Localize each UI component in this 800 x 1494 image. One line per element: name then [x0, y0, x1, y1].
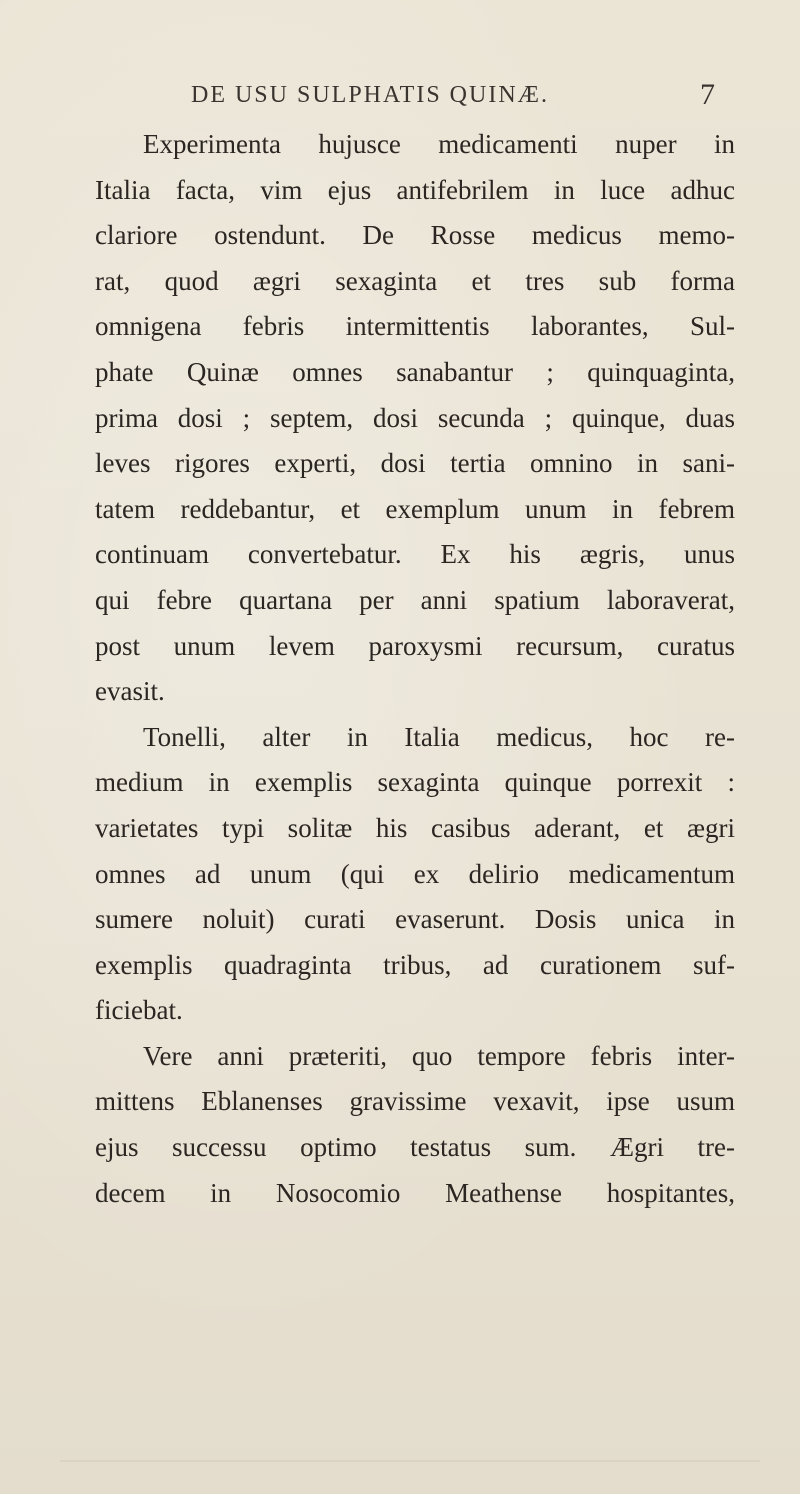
text-line: ficiebat.: [95, 995, 183, 1026]
page-number: 7: [700, 78, 715, 111]
text-line: Tonelli, alter in Italia medicus, hoc re-: [143, 721, 735, 752]
text-line: sumere noluit) curati evaserunt. Dosis unica in: [95, 904, 735, 935]
text-line: medium in exemplis sexaginta quinque porrexit :: [95, 767, 735, 798]
running-head: [0, 78, 800, 122]
text-line: decem in Nosocomio Meathense hospitantes,: [95, 1177, 735, 1208]
text-line: post unum levem paroxysmi recursum, curatus: [95, 630, 735, 661]
text-line: ejus successu optimo testatus sum. Ægri tre-: [95, 1132, 735, 1163]
text-line: exemplis quadraginta tribus, ad curationem suf-: [95, 949, 735, 980]
text-line: qui febre quartana per anni spatium laboraverat,: [95, 584, 735, 615]
text-line: varietates typi solitæ his casibus aderant, et ægri: [95, 812, 735, 843]
text-line: rat, quod ægri sexaginta et tres sub forma: [95, 265, 735, 296]
text-line: tatem reddebantur, et exemplum unum in febrem: [95, 493, 735, 524]
text-line: Experimenta hujusce medicamenti nuper in: [143, 129, 735, 159]
paper-texture: [60, 1460, 760, 1462]
text-line: omnigena febris intermittentis laborantes, Sul-: [95, 311, 735, 342]
text-line: clariore ostendunt. De Rosse medicus memo-: [95, 220, 735, 251]
text-line: phate Quinæ omnes sanabantur ; quinquaginta,: [95, 356, 735, 387]
text-line: evasit.: [95, 676, 165, 707]
text-line: mittens Eblanenses gravissime vexavit, ipse usum: [95, 1086, 735, 1117]
text-line: Vere anni præteriti, quo tempore febris inter-: [143, 1040, 735, 1071]
text-line: omnes ad unum (qui ex delirio medicamentum: [95, 858, 735, 889]
text-line: prima dosi ; septem, dosi secunda ; quinque, duas: [95, 402, 735, 433]
body-text: [95, 122, 735, 1216]
text-line: Italia facta, vim ejus antifebrilem in luce adhuc: [95, 174, 735, 205]
text-line: continuam convertebatur. Ex his ægris, unus: [95, 539, 735, 570]
text-line: leves rigores experti, dosi tertia omnino in sani-: [95, 448, 735, 479]
running-title: DE USU SULPHATIS QUINÆ.: [190, 82, 550, 108]
